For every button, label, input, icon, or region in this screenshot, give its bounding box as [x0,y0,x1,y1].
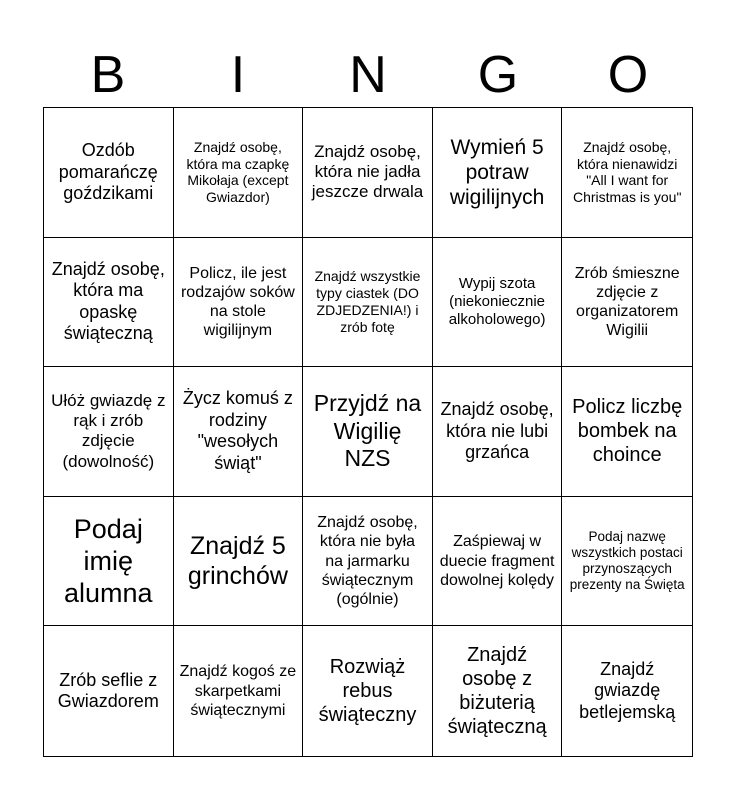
bingo-cell[interactable]: Podaj imię alumna [44,497,174,627]
bingo-cell[interactable]: Ozdób pomarańczę goździkami [44,108,174,238]
bingo-cell[interactable]: Wymień 5 potraw wigilijnych [433,108,563,238]
bingo-cell[interactable]: Wypij szota (niekoniecznie alkoholowego) [433,238,563,368]
bingo-cell[interactable]: Znajdź wszystkie typy ciastek (DO ZDJEDZENIA!) i zrób fotę [303,238,433,368]
bingo-cell[interactable]: Znajdź osobę, która nienawidzi "All I want for Christmas is you" [562,108,692,238]
bingo-cell[interactable]: Znajdź osobę, która ma opaskę świąteczną [44,238,174,368]
header-letter-o: O [607,46,649,104]
bingo-cell[interactable]: Znajdź gwiazdę betlejemską [579,658,676,722]
bingo-cell[interactable]: Znajdź osobę, która nie lubi grzańca [433,367,563,497]
header-letter-i: I [230,46,246,104]
bingo-cell[interactable]: Zrób seflie z Gwiazdorem [44,626,174,756]
bingo-cell[interactable]: Życz komuś z rodziny "wesołych świąt" [174,367,304,497]
bingo-cell[interactable]: Znajdź osobę, która nie jadła jeszcze drwala [303,108,433,238]
bingo-cell[interactable]: Znajdź kogoś ze skarpetkami świątecznymi [174,626,304,756]
bingo-cell[interactable]: Zaśpiewaj w duecie fragment dowolnej kolędy [433,497,563,627]
bingo-cell[interactable]: Znajdź osobę, która ma czapkę Mikołaja (except Gwiazdor) [174,108,304,238]
bingo-cell[interactable]: Policz, ile jest rodzajów soków na stole wigilijnym [174,238,304,368]
bingo-cell[interactable]: Policz liczbę bombek na choince [562,367,692,497]
bingo-cell[interactable]: Ułóż gwiazdę z rąk i zrób zdjęcie (dowolność) [44,367,174,497]
bingo-cell[interactable]: Znajdź osobę, która nie była na jarmarku świątecznym (ogólnie) [303,497,433,627]
bingo-board [43,107,693,757]
bingo-cell[interactable]: Znajdź 5 grinchów [174,497,304,627]
header-letter-g: G [477,46,519,104]
header-letter-n: N [349,46,387,104]
bingo-header [43,44,693,106]
bingo-cell[interactable]: Przyjdź na Wigilię NZS [303,367,433,497]
bingo-cell[interactable]: Rozwiąż rebus świąteczny [303,626,433,756]
bingo-cell[interactable]: Podaj nazwę wszystkich postaci przynoszących prezenty na Święta [562,497,692,627]
bingo-cell[interactable]: Zrób śmieszne zdjęcie z organizatorem Wigilii [562,238,692,368]
header-letter-b: B [90,46,126,104]
bingo-cell[interactable]: Znajdź osobę z biżuterią świąteczną [433,626,563,756]
